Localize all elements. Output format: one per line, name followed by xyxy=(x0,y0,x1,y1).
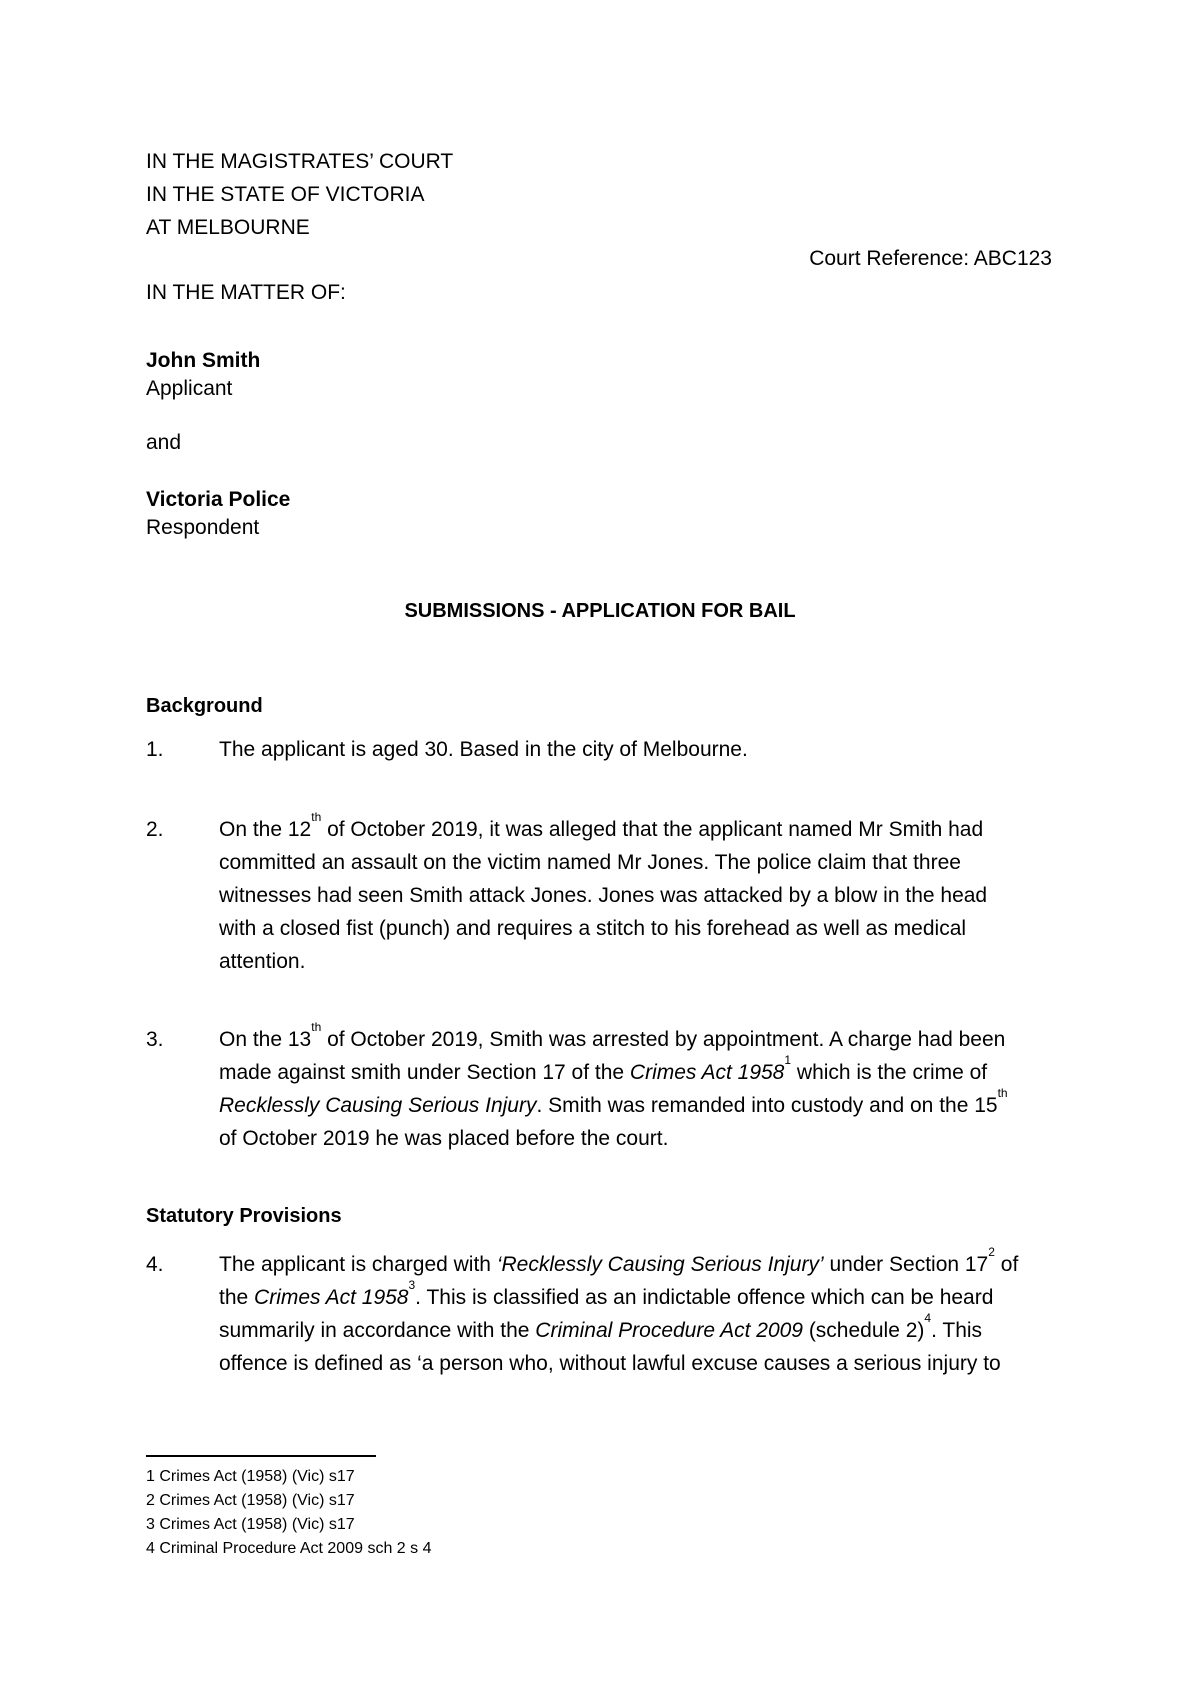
court-name-line: IN THE MAGISTRATES’ COURT xyxy=(146,150,454,173)
section-heading-background: Background xyxy=(146,695,263,717)
applicant-name: John Smith xyxy=(146,349,261,372)
footnote-2: 2 Crimes Act (1958) (Vic) s17 xyxy=(146,1492,355,1509)
paragraph-line: The applicant is aged 30. Based in the city of Melbourne. xyxy=(219,738,748,761)
paragraph-line: committed an assault on the victim named Mr Jones. The police claim that three xyxy=(219,851,961,874)
paragraph-line: On the 13th of October 2019, Smith was arrested by appointment. A charge had been xyxy=(219,1020,1006,1051)
paragraph-line: attention. xyxy=(219,950,306,973)
court-reference: Court Reference: ABC123 xyxy=(809,247,1052,270)
paragraph-2 xyxy=(219,810,1079,978)
respondent-name: Victoria Police xyxy=(146,488,291,511)
court-location-line: AT MELBOURNE xyxy=(146,216,310,239)
paragraph-line: with a closed fist (punch) and requires a stitch to his forehead as well as medical xyxy=(219,917,967,940)
paragraph-number: 4. xyxy=(146,1253,164,1276)
paragraph-1 xyxy=(219,733,1079,766)
applicant-role: Applicant xyxy=(146,377,233,400)
footnote-separator xyxy=(146,1455,376,1457)
matter-heading: IN THE MATTER OF: xyxy=(146,281,346,304)
footnote-1: 1 Crimes Act (1958) (Vic) s17 xyxy=(146,1468,355,1485)
paragraph-number: 1. xyxy=(146,738,164,761)
paragraph-line: summarily in accordance with the Criminal Procedure Act 2009 (schedule 2)$^4$. This xyxy=(219,1311,983,1342)
document-title: SUBMISSIONS - APPLICATION FOR BAIL xyxy=(404,600,796,622)
paragraph-line: of October 2019 he was placed before the court. xyxy=(219,1127,669,1150)
section-heading-statutory: Statutory Provisions xyxy=(146,1205,342,1227)
paragraph-number: 2. xyxy=(146,818,164,841)
respondent-role: Respondent xyxy=(146,516,260,539)
paragraph-line: witnesses had seen Smith attack Jones. Jones was attacked by a blow in the head xyxy=(219,884,988,907)
paragraph-line: the Crimes Act 1958$^3$. This is classified as an indictable offence which can be heard xyxy=(219,1278,994,1309)
footnote-3: 3 Crimes Act (1958) (Vic) s17 xyxy=(146,1516,355,1533)
paragraph-number: 3. xyxy=(146,1028,164,1051)
paragraph-line: Recklessly Causing Serious Injury. Smith was remanded into custody and on the 15th xyxy=(219,1086,1008,1117)
paragraph-line: made against smith under Section 17 of the Crimes Act 1958$^1$ which is the crime of xyxy=(219,1053,988,1084)
footnote-4: 4 Criminal Procedure Act 2009 sch 2 s 4 xyxy=(146,1540,432,1557)
paragraph-line: On the 12th of October 2019, it was alleged that the applicant named Mr Smith had xyxy=(219,810,984,841)
party-conjunction: and xyxy=(146,431,182,454)
paragraph-4 xyxy=(219,1245,1079,1380)
paragraph-3 xyxy=(219,1020,1079,1155)
paragraph-line: The applicant is charged with ‘Recklessly Causing Serious Injury’ under Section $17^2$ of xyxy=(219,1245,1019,1276)
paragraph-line: offence is defined as ‘a person who, without lawful excuse causes a serious injury to xyxy=(219,1352,1001,1375)
court-state-line: IN THE STATE OF VICTORIA xyxy=(146,183,425,206)
